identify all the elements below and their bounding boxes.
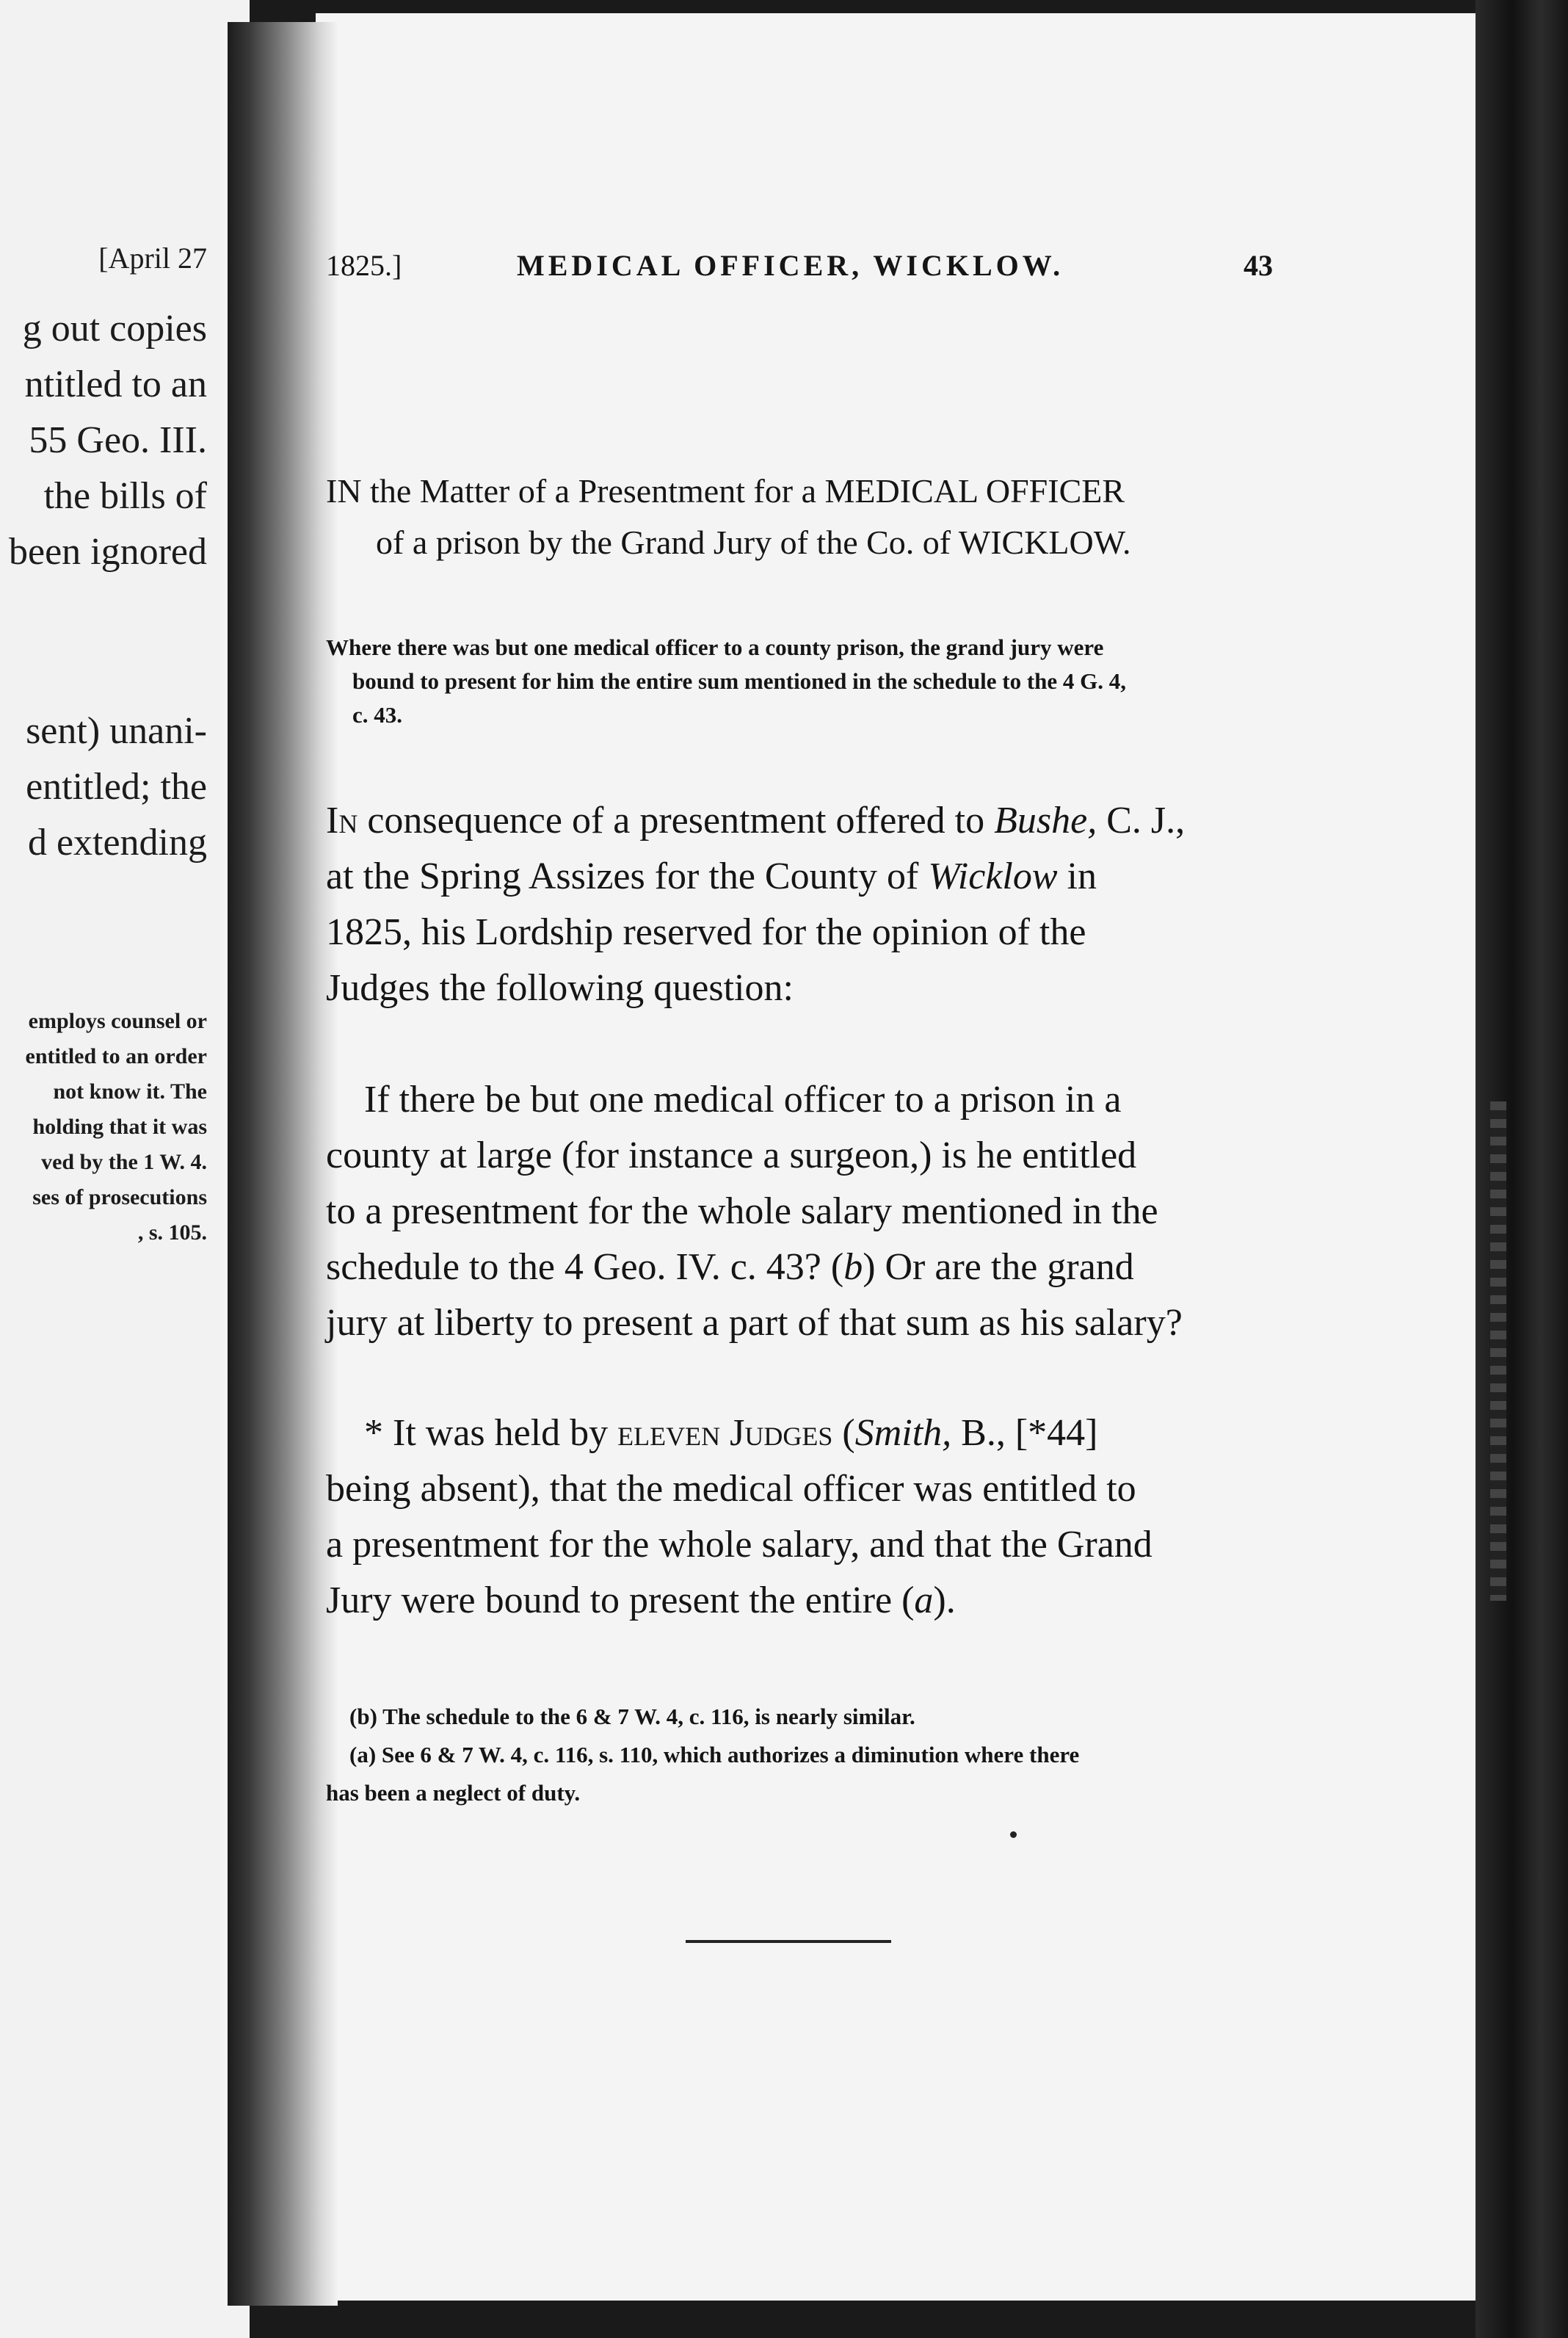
footnote-ref: b — [843, 1246, 863, 1288]
previous-page-line: ntitled to an — [24, 363, 207, 405]
syllabus-line: bound to present for him the entire sum mentioned in the schedule to the 4 G. 4, — [352, 668, 1127, 694]
spine-marking — [1490, 1101, 1506, 1601]
previous-page-line: entitled; the — [26, 766, 207, 808]
syllabus-line: c. 43. — [352, 702, 403, 728]
paragraph-line — [326, 799, 1185, 842]
text-run: ( — [832, 1412, 855, 1454]
previous-page-note-line: entitled to an order — [25, 1044, 207, 1068]
running-head-date: 1825.] — [326, 249, 402, 282]
previous-page-note-line: , s. 105. — [137, 1220, 207, 1245]
end-rule — [686, 1940, 891, 1943]
page-gutter-shadow — [228, 22, 338, 2306]
previous-page-line: sent) unani- — [26, 710, 207, 752]
small-caps-run: eleven Judges — [617, 1412, 833, 1454]
footnote-line: (a) See 6 & 7 W. 4, c. 116, s. 110, which authorizes a diminution where there — [349, 1742, 1080, 1767]
text-run: C. J., — [1097, 800, 1186, 842]
case-heading-line: of a prison by the Grand Jury of the Co. of WICKLOW. — [376, 524, 1131, 561]
text-run: B., [*44] — [951, 1412, 1098, 1454]
paragraph-line — [326, 1579, 956, 1622]
paragraph-line: being absent), that the medical officer was entitled to — [326, 1468, 1136, 1510]
previous-page-note-line: employs counsel or — [28, 1009, 207, 1033]
text-run: * It was held by — [364, 1412, 618, 1454]
text-run: in — [1057, 855, 1097, 897]
previous-page-line: g out copies — [22, 308, 207, 350]
paragraph-line: Judges the following question: — [326, 967, 794, 1009]
footnote-ref: a — [914, 1579, 934, 1621]
italic-place: Wicklow — [928, 855, 1058, 897]
previous-page-note-line: ses of prosecutions — [32, 1185, 207, 1209]
running-head-title: MEDICAL OFFICER, WICKLOW. — [517, 249, 1064, 282]
case-heading-line: IN the Matter of a Presentment for a MEDICAL OFFICER — [326, 472, 1125, 510]
text-run: consequence of a presentment offered to — [357, 800, 995, 842]
syllabus-line: Where there was but one medical officer to a county prison, the grand jury were — [326, 634, 1104, 660]
paragraph-line: county at large (for instance a surgeon,) is he entitled — [326, 1134, 1137, 1176]
running-head — [326, 248, 1273, 292]
paragraph-line — [326, 1245, 1134, 1289]
previous-page-line: d extending — [27, 822, 207, 864]
paragraph-line: 1825, his Lordship reserved for the opinion of the — [326, 911, 1086, 953]
book-spine — [1476, 0, 1568, 2338]
paragraph-line: a presentment for the whole salary, and that the Grand — [326, 1524, 1153, 1566]
paragraph-line — [364, 1411, 1097, 1455]
page-number: 43 — [1244, 249, 1273, 282]
previous-page-header: [April 27 — [98, 242, 207, 275]
paragraph-line: to a presentment for the whole salary mentioned in the — [326, 1190, 1158, 1232]
previous-page-note-line: not know it. The — [53, 1079, 207, 1104]
previous-page-note-line: ved by the 1 W. 4. — [41, 1150, 207, 1174]
paragraph-line: jury at liberty to present a part of that sum as his salary? — [326, 1302, 1183, 1344]
drop-word: In — [326, 800, 358, 842]
footnote-line: has been a neglect of duty. — [326, 1780, 581, 1806]
footnote-line: (b) The schedule to the 6 & 7 W. 4, c. 116, is nearly similar. — [349, 1704, 915, 1729]
paragraph-line — [326, 855, 1097, 898]
previous-page — [0, 0, 250, 2338]
previous-page-line: 55 Geo. III. — [29, 419, 207, 461]
text-run: schedule to the 4 Geo. IV. c. 43? ( — [326, 1246, 844, 1288]
previous-page-line: the bills of — [43, 475, 207, 517]
text-run: ) Or are the grand — [863, 1246, 1134, 1288]
previous-page-line: been ignored — [8, 531, 207, 573]
ink-speck — [1010, 1831, 1017, 1838]
text-run: Jury were bound to present the entire ( — [326, 1579, 915, 1621]
italic-name: Smith, — [854, 1412, 952, 1454]
text-run: ). — [933, 1579, 956, 1621]
previous-page-note-line: holding that it was — [32, 1115, 207, 1139]
paragraph-line: If there be but one medical officer to a prison in a — [364, 1079, 1122, 1121]
text-run: at the Spring Assizes for the County of — [326, 855, 929, 897]
italic-name: Bushe, — [994, 800, 1097, 842]
